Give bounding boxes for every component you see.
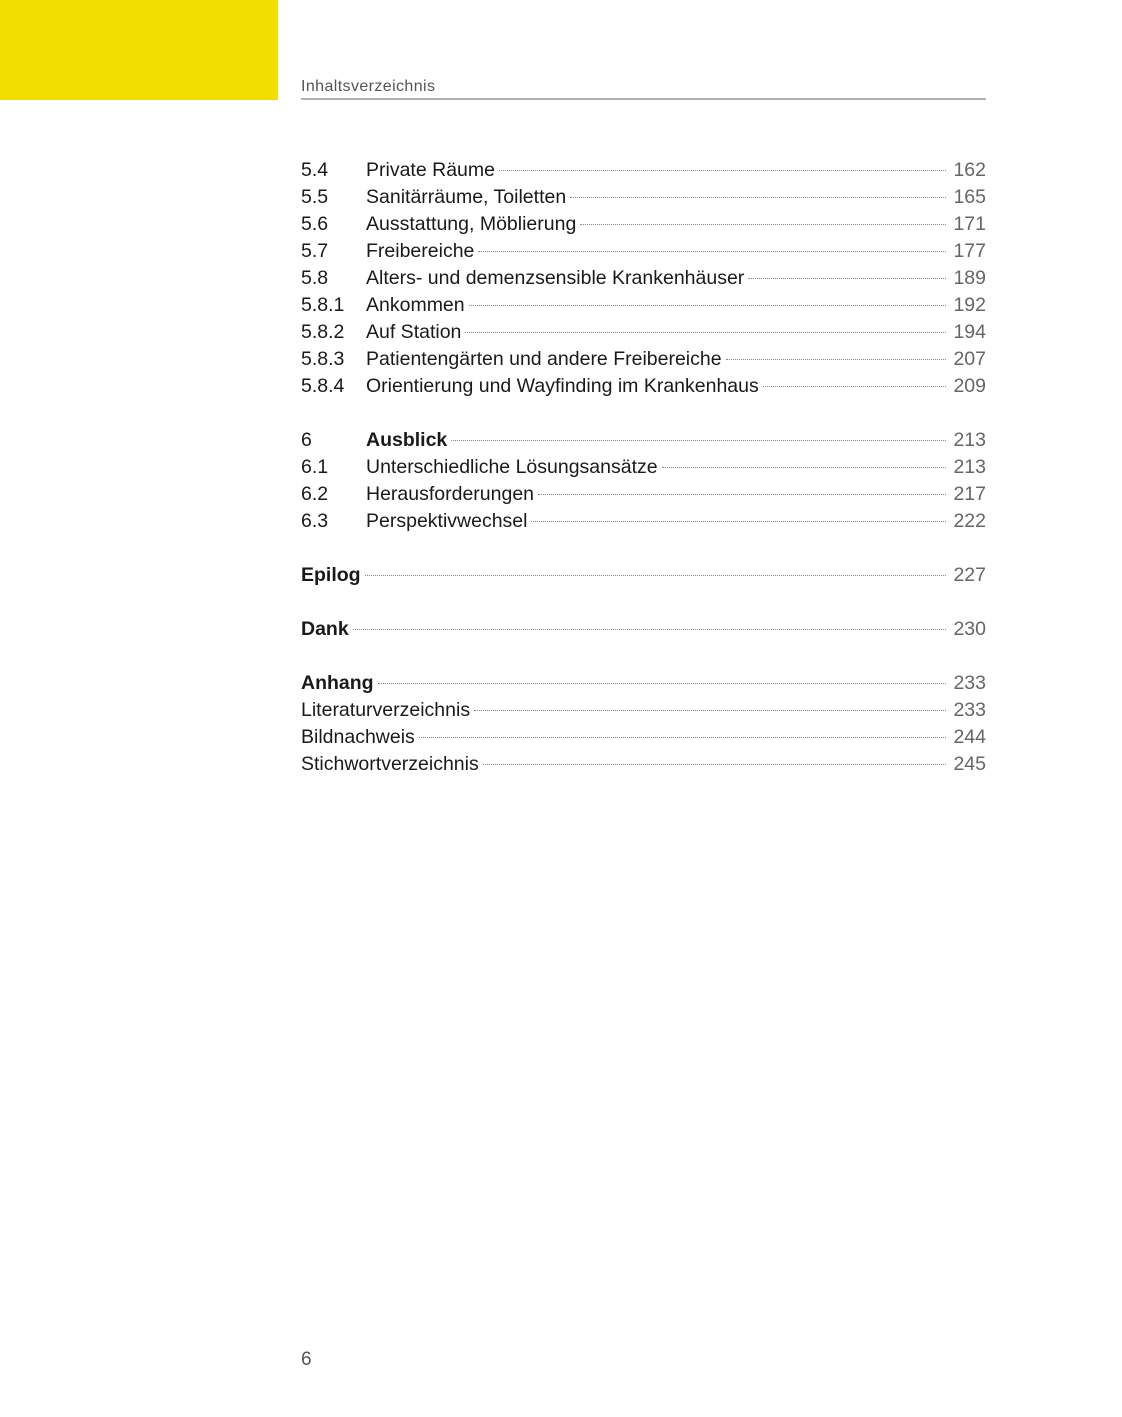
toc-entry-title: Literaturverzeichnis	[301, 699, 471, 721]
toc-entry-page: 162	[953, 159, 986, 181]
toc-entry-title: Unterschiedliche Lösungsansätze	[366, 456, 658, 478]
dot-leader	[465, 332, 946, 333]
toc-entry-title: Epilog	[301, 564, 361, 586]
toc-entry-number: 5.8.3	[301, 348, 345, 370]
toc-entry-title: Freibereiche	[366, 240, 475, 262]
toc-entry-number: 6.3	[301, 510, 329, 532]
toc-entry-page: 192	[953, 294, 986, 316]
toc-entry-title: Stichwortverzeichnis	[301, 753, 479, 775]
table-of-contents	[301, 157, 986, 805]
toc-entry-number: 5.5	[301, 186, 329, 208]
dot-leader	[451, 440, 946, 441]
toc-entry-page: 177	[953, 240, 986, 262]
dot-leader	[570, 197, 946, 198]
toc-entry-page: 227	[953, 564, 986, 586]
toc-entry-title: Bildnachweis	[301, 726, 415, 748]
toc-entry-page: 245	[953, 753, 986, 775]
toc-entry[interactable]	[301, 562, 986, 589]
toc-entry-page: 194	[953, 321, 986, 343]
toc-entry[interactable]	[301, 697, 986, 724]
toc-entry-title: Patientengärten und andere Freibereiche	[366, 348, 722, 370]
toc-entry[interactable]	[301, 292, 986, 319]
toc-entry[interactable]	[301, 481, 986, 508]
header-rule	[301, 98, 986, 100]
toc-entry-title: Ankommen	[366, 294, 465, 316]
toc-entry[interactable]	[301, 616, 986, 643]
toc-entry[interactable]	[301, 508, 986, 535]
toc-entry-number: 5.8.4	[301, 375, 345, 397]
toc-entry-number: 6	[301, 429, 312, 451]
toc-entry[interactable]	[301, 265, 986, 292]
toc-entry-title: Ausblick	[366, 429, 448, 451]
toc-entry-title: Perspektivwechsel	[366, 510, 528, 532]
dot-leader	[580, 224, 946, 225]
toc-entry-page: 230	[953, 618, 986, 640]
dot-leader	[538, 494, 946, 495]
toc-entry-title: Private Räume	[366, 159, 495, 181]
toc-entry[interactable]	[301, 346, 986, 373]
toc-entry[interactable]	[301, 724, 986, 751]
toc-entry-page: 217	[953, 483, 986, 505]
running-header: Inhaltsverzeichnis	[301, 78, 436, 95]
dot-leader	[531, 521, 946, 522]
dot-leader	[419, 737, 946, 738]
dot-leader	[353, 629, 946, 630]
toc-entry-page: 222	[953, 510, 986, 532]
toc-group	[301, 157, 986, 400]
toc-entry-title: Herausforderungen	[366, 483, 535, 505]
toc-entry-title: Sanitärräume, Toiletten	[366, 186, 567, 208]
dot-leader	[469, 305, 946, 306]
toc-entry[interactable]	[301, 751, 986, 778]
toc-entry-title: Auf Station	[366, 321, 462, 343]
dot-leader	[474, 710, 946, 711]
toc-entry[interactable]	[301, 427, 986, 454]
toc-entry[interactable]	[301, 373, 986, 400]
page-number: 6	[301, 1349, 312, 1370]
toc-entry-title: Dank	[301, 618, 349, 640]
toc-entry-page: 233	[953, 672, 986, 694]
toc-group	[301, 616, 986, 643]
dot-leader	[499, 170, 946, 171]
toc-entry-title: Anhang	[301, 672, 374, 694]
toc-entry-number: 6.1	[301, 456, 329, 478]
toc-entry[interactable]	[301, 454, 986, 481]
dot-leader	[763, 386, 946, 387]
toc-entry-number: 5.8.1	[301, 294, 345, 316]
toc-entry[interactable]	[301, 157, 986, 184]
dot-leader	[662, 467, 946, 468]
toc-entry-page: 213	[953, 429, 986, 451]
toc-entry-title: Alters- und demenzsensible Krankenhäuser	[366, 267, 745, 289]
dot-leader	[378, 683, 946, 684]
toc-entry-number: 5.6	[301, 213, 329, 235]
toc-entry-title: Ausstattung, Möblierung	[366, 213, 577, 235]
dot-leader	[365, 575, 946, 576]
toc-entry-number: 5.8.2	[301, 321, 345, 343]
toc-entry-page: 233	[953, 699, 986, 721]
toc-entry-title: Orientierung und Wayfinding im Krankenhaus	[366, 375, 759, 397]
toc-entry-number: 5.4	[301, 159, 329, 181]
dot-leader	[483, 764, 946, 765]
toc-entry[interactable]	[301, 319, 986, 346]
toc-entry-page: 171	[953, 213, 986, 235]
toc-entry-number: 5.8	[301, 267, 329, 289]
toc-group	[301, 670, 986, 778]
dot-leader	[478, 251, 946, 252]
dot-leader	[726, 359, 946, 360]
toc-entry-number: 5.7	[301, 240, 329, 262]
toc-entry-page: 165	[953, 186, 986, 208]
toc-entry-page: 207	[953, 348, 986, 370]
toc-entry[interactable]	[301, 238, 986, 265]
toc-entry[interactable]	[301, 670, 986, 697]
toc-group	[301, 562, 986, 589]
toc-entry-page: 189	[953, 267, 986, 289]
yellow-accent-block	[0, 0, 278, 100]
toc-group	[301, 427, 986, 535]
toc-entry-page: 244	[953, 726, 986, 748]
toc-entry-page: 209	[953, 375, 986, 397]
toc-entry[interactable]	[301, 211, 986, 238]
toc-entry-number: 6.2	[301, 483, 329, 505]
toc-entry[interactable]	[301, 184, 986, 211]
toc-entry-page: 213	[953, 456, 986, 478]
dot-leader	[748, 278, 946, 279]
